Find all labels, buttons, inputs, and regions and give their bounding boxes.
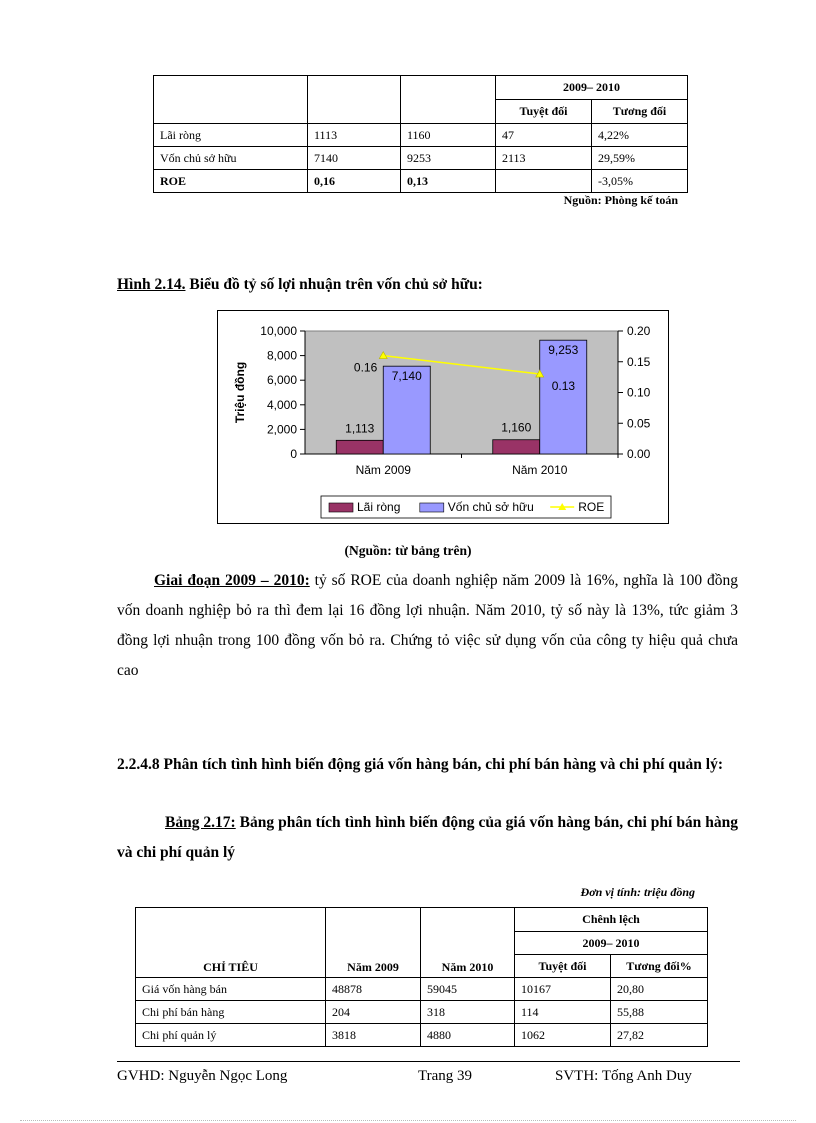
y-tick-label: 8,000 (266, 348, 297, 363)
bar-data-label: 9,253 (548, 343, 579, 358)
chart-canvas (218, 311, 668, 523)
period-header: 2009– 2010 (496, 76, 688, 100)
row-label: Lãi ròng (154, 124, 308, 147)
table-row (136, 1001, 708, 1024)
section-heading: 2.2.4.8 Phân tích tình hình biến động giá vốn hàng bán, chi phí bán hàng và chi phí quản lý: (117, 756, 724, 773)
y2-tick-label: 0.00 (627, 447, 651, 461)
legend-swatch (329, 503, 353, 512)
value-absolute: 10167 (515, 978, 611, 1001)
legend-label: Lãi ròng (357, 500, 401, 514)
y-tick-label: 10,000 (260, 324, 297, 338)
roe-table (153, 75, 688, 193)
footer-supervisor: GVHD: Nguyễn Ngọc Long (117, 1068, 288, 1084)
table-row (154, 124, 688, 147)
paragraph-text: tỷ số ROE của doanh nghiệp năm 2009 là 16%, nghĩa là 100 đồng vốn doanh nghiệp bỏ ra thì đem lại 16 đồng lợi nhuận. Năm 2010, tỷ số này là 13%, tức giảm 3 đồng lợi nhuận trong 100 đồng vốn bỏ ra. Chứng tỏ việc sử dụng vốn của công ty hiệu quả chưa cao (117, 572, 738, 679)
header-blank (401, 76, 496, 124)
value-2010: 59045 (421, 978, 515, 1001)
row-label: Giá vốn hàng bán (136, 978, 326, 1001)
header-blank (154, 76, 308, 124)
footer-rule (117, 1061, 740, 1062)
table-row (154, 147, 688, 170)
absolute-header: Tuyệt đối (515, 955, 611, 978)
bar-data-label: 1,160 (501, 420, 532, 435)
paragraph-lead: Giai đoạn 2009 – 2010: (154, 572, 310, 589)
value-absolute (496, 170, 592, 193)
y-tick-label: 2,000 (266, 422, 297, 437)
value-2010: 9253 (401, 147, 496, 170)
figure-source: (Nguồn: từ bảng trên) (344, 543, 472, 558)
legend-label: Vốn chủ sở hữu (447, 500, 534, 514)
value-2009: 1113 (308, 124, 401, 147)
value-2009: 204 (326, 1001, 421, 1024)
y2-tick-label: 0.10 (627, 385, 651, 400)
table-caption (117, 808, 738, 868)
table-row (154, 170, 688, 193)
relative-header: Tương đối (592, 100, 688, 124)
difference-header: Chênh lệch (515, 908, 708, 932)
x-tick-label: Năm 2009 (355, 463, 411, 477)
roe-data-label: 0.13 (551, 379, 576, 394)
analysis-paragraph (117, 566, 738, 686)
value-relative: 4,22% (592, 124, 688, 147)
row-label: Vốn chủ sở hữu (154, 147, 308, 170)
figure-number: Hình 2.14. (117, 276, 186, 293)
value-relative: 55,88 (611, 1001, 708, 1024)
bar-data-label: 7,140 (391, 369, 422, 384)
footer-page-number: Trang 39 (418, 1068, 473, 1084)
row-label: Chi phí quản lý (136, 1024, 326, 1047)
value-2010: 1160 (401, 124, 496, 147)
value-absolute: 114 (515, 1001, 611, 1024)
bar (336, 440, 383, 454)
table-caption-text: Bảng phân tích tình hình biến động của giá vốn hàng bán, chi phí bán hàng và chi phí quản lý (117, 814, 739, 861)
year-2009-header: Năm 2009 (326, 908, 421, 978)
y2-tick-label: 0.05 (627, 416, 651, 431)
table-row (136, 1024, 708, 1047)
figure-title (117, 276, 483, 294)
value-2009: 7140 (308, 147, 401, 170)
bar-data-label: 1,113 (345, 421, 375, 436)
value-2009: 0,16 (308, 170, 401, 193)
value-relative: -3,05% (592, 170, 688, 193)
value-relative: 20,80 (611, 978, 708, 1001)
value-2010: 318 (421, 1001, 515, 1024)
header-blank (308, 76, 401, 124)
value-relative: 27,82 (611, 1024, 708, 1047)
unit-note: Đơn vị tính: triệu đồng (580, 885, 695, 899)
year-2010-header: Năm 2010 (421, 908, 515, 978)
value-absolute: 47 (496, 124, 592, 147)
roe-data-label: 0.16 (353, 360, 378, 375)
y-tick-label: 6,000 (266, 373, 297, 388)
relative-header: Tương đối% (611, 955, 708, 978)
value-relative: 29,59% (592, 147, 688, 170)
y2-tick-label: 0.20 (627, 324, 651, 338)
legend-label: ROE (578, 500, 605, 514)
row-label: Chi phí bán hàng (136, 1001, 326, 1024)
row-label: ROE (154, 170, 308, 193)
value-absolute: 1062 (515, 1024, 611, 1047)
y-tick-label: 0 (290, 447, 297, 461)
table-caption-number: Bảng 2.17: (165, 814, 236, 831)
table-row (136, 978, 708, 1001)
period-header: 2009– 2010 (515, 932, 708, 955)
legend-swatch (420, 503, 444, 512)
y-tick-label: 4,000 (266, 397, 297, 412)
indicator-header: CHỈ TIÊU (136, 908, 326, 978)
roe-chart (217, 310, 669, 524)
y2-tick-label: 0.15 (627, 354, 651, 369)
cost-table (135, 907, 708, 1047)
bar (493, 440, 540, 454)
footer-student: SVTH: Tống Anh Duy (555, 1068, 692, 1084)
value-2009: 48878 (326, 978, 421, 1001)
bar (540, 340, 587, 454)
value-2010: 4880 (421, 1024, 515, 1047)
value-absolute: 2113 (496, 147, 592, 170)
page-bottom-dotted-line (20, 1120, 796, 1121)
value-2010: 0,13 (401, 170, 496, 193)
absolute-header: Tuyệt đối (496, 100, 592, 124)
value-2009: 3818 (326, 1024, 421, 1047)
y-axis-title: Triệu đồng (233, 361, 247, 424)
figure-title-text: Biểu đồ tỷ số lợi nhuận trên vốn chủ sở hữu: (185, 276, 483, 293)
x-tick-label: Năm 2010 (512, 463, 568, 477)
table-source: Nguồn: Phòng kế toán (563, 193, 678, 207)
